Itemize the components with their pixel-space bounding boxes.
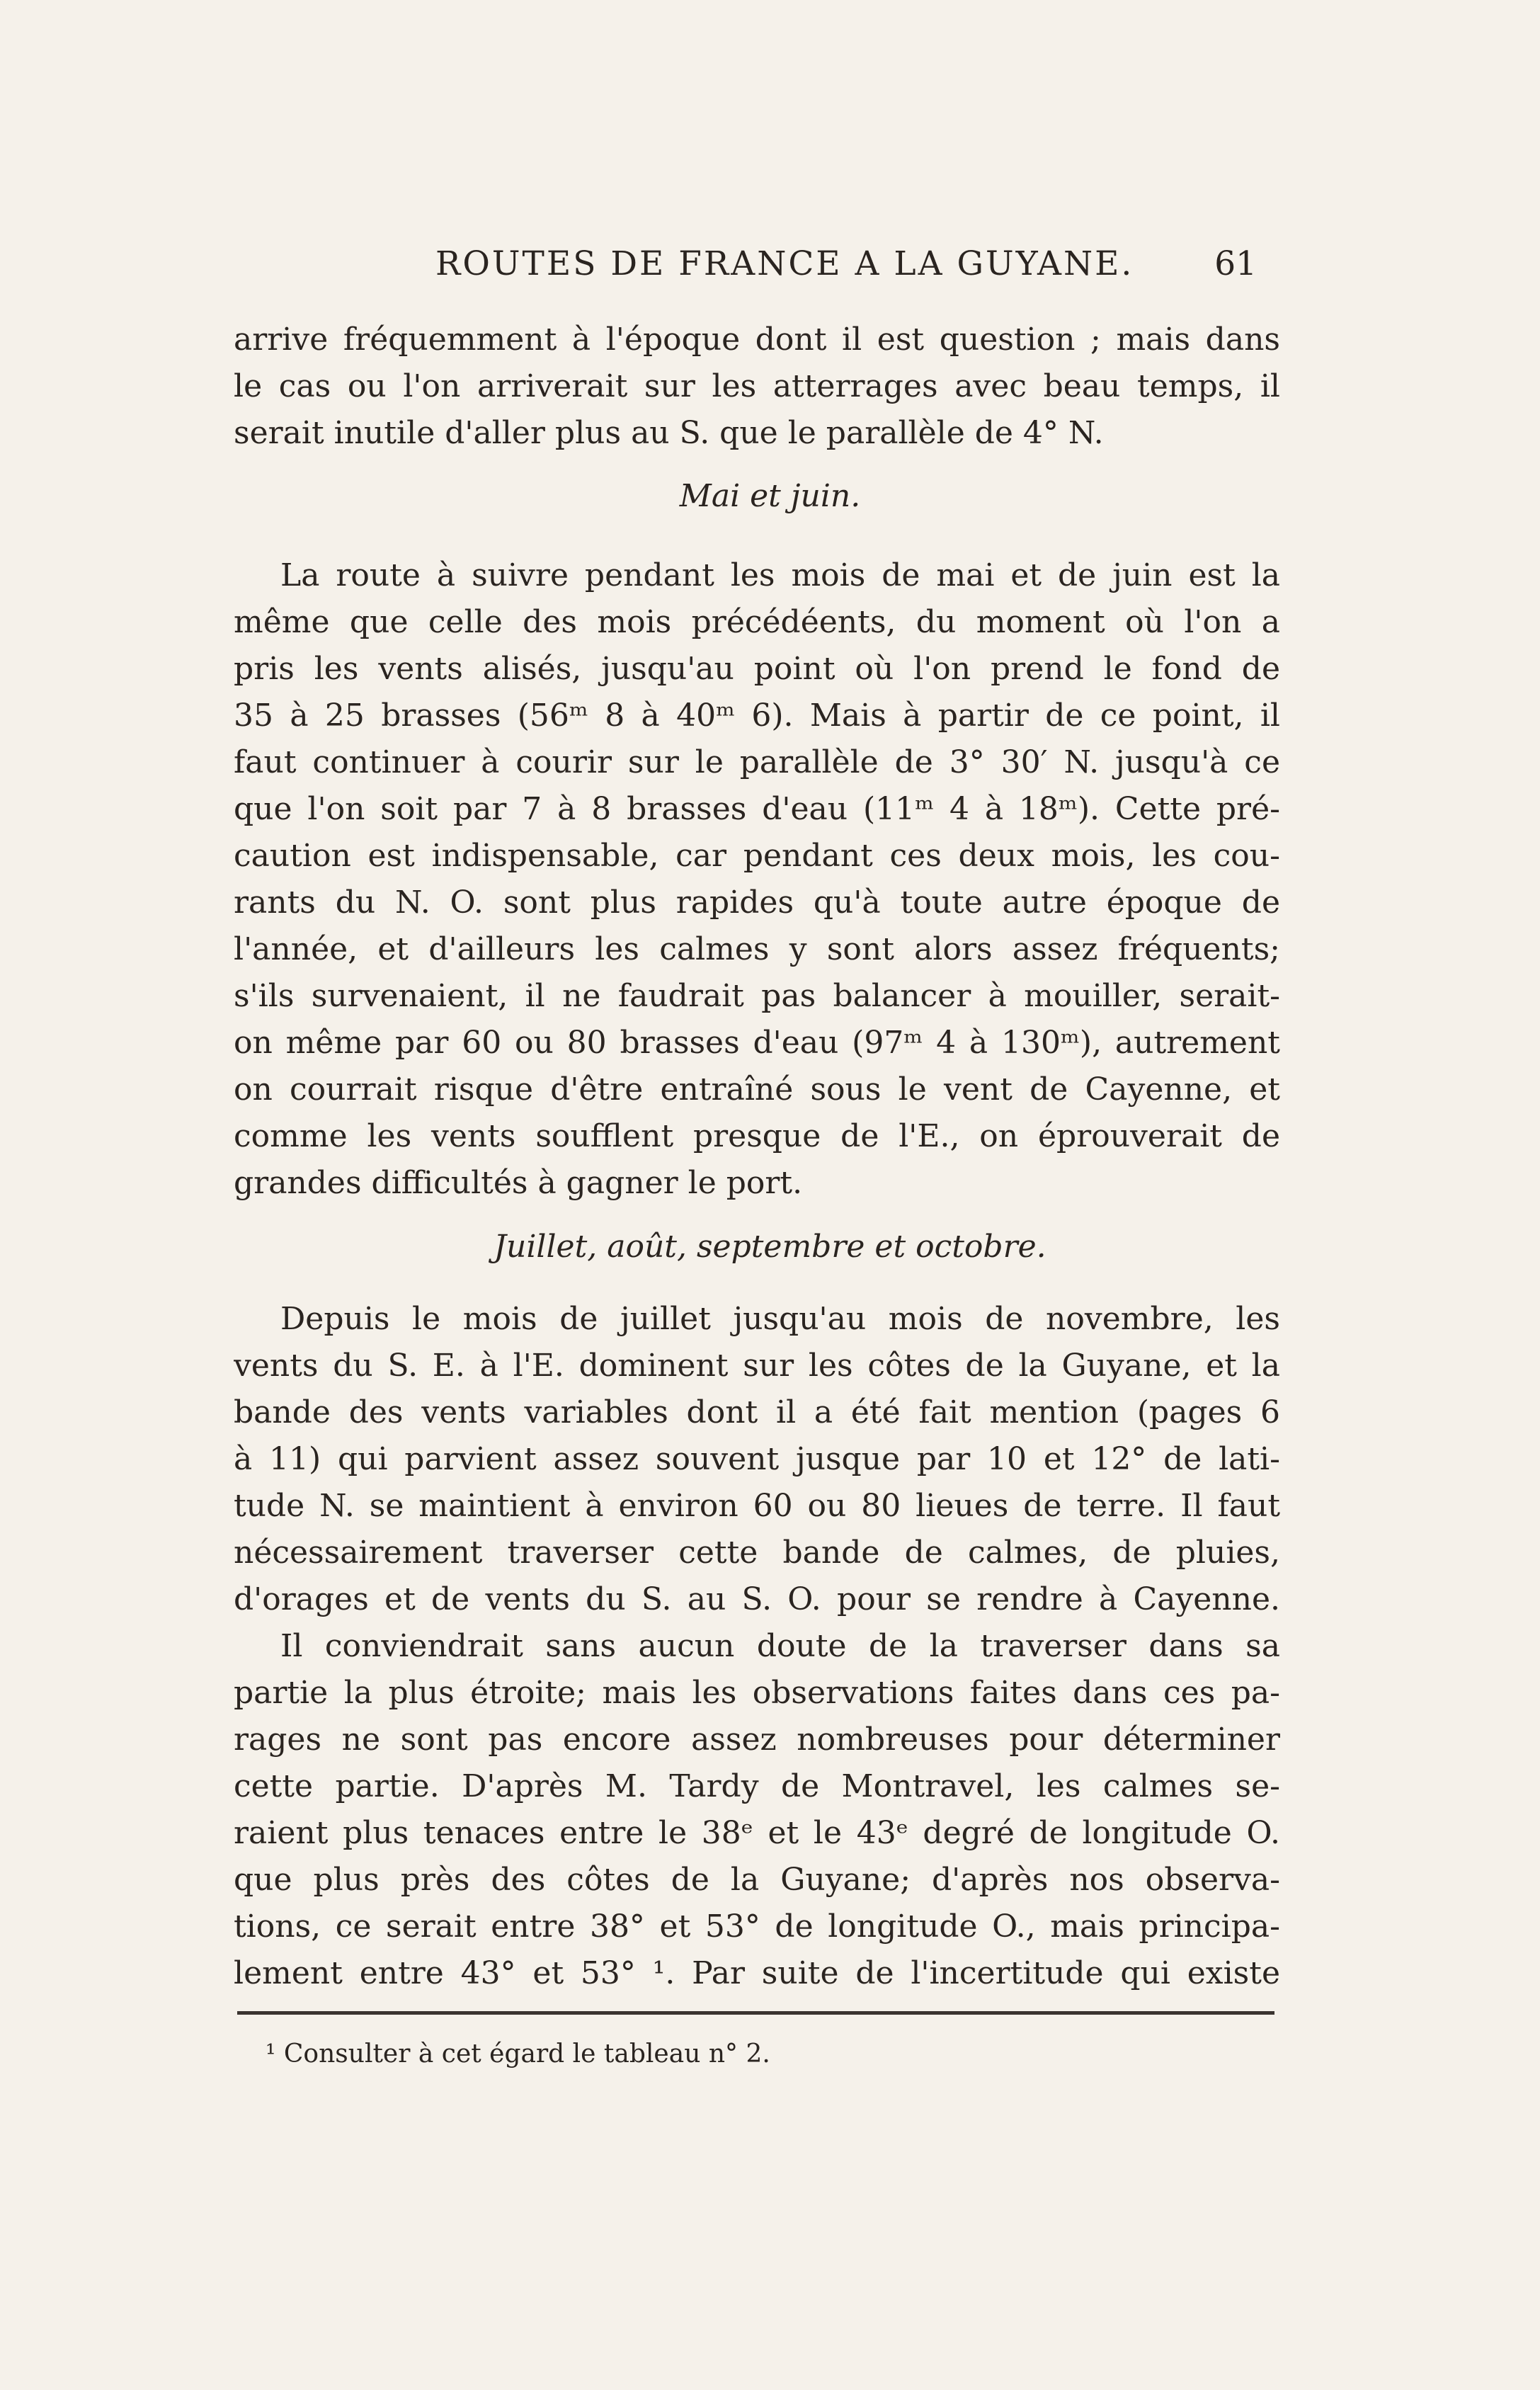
section-heading-july-october: Juillet, août, septembre et octobre. [494,1229,1046,1265]
intro-paragraph [234,317,1280,457]
text-line: 35 à 25 brasses (56ᵐ 8 à 40ᵐ 6). Mais à partir de ce point, il [234,698,1280,734]
text-line: arrive fréquemment à l'époque dont il est question ; mais dans [234,321,1280,358]
text-line: partie la plus étroite; mais les observations faites dans ces pa- [234,1675,1280,1711]
text-line: d'orages et de vents du S. au S. O. pour se rendre à Cayenne. [234,1581,1280,1617]
text-line: l'année, et d'ailleurs les calmes y sont alors assez fréquents; [234,931,1280,967]
section-heading-may-june: Mai et juin. [679,478,861,514]
text-line: tude N. se maintient à environ 60 ou 80 lieues de terre. Il faut [234,1488,1280,1524]
running-header: ROUTES DE FRANCE A LA GUYANE. [435,244,1134,283]
text-line: cette partie. D'après M. Tardy de Montravel, les calmes se- [234,1768,1280,1804]
text-line: rants du N. O. sont plus rapides qu'à toute autre époque de [234,884,1280,921]
may-june-paragraph [234,552,1280,1207]
july-october-paragraph [234,1296,1280,1997]
text-line: même que celle des mois précédéents, du moment où l'on a [234,604,1280,640]
footnote: ¹ Consulter à cet égard le tableau n° 2. [266,2039,770,2069]
text-line: Il conviendrait sans aucun doute de la traverser dans sa [280,1628,1280,1664]
page-number: 61 [1214,244,1257,283]
text-line: à 11) qui parvient assez souvent jusque par 10 et 12° de lati- [234,1441,1280,1477]
text-line: bande des vents variables dont il a été fait mention (pages 6 [234,1394,1280,1430]
text-line: comme les vents soufflent presque de l'E., on éprouverait de [234,1118,1280,1154]
text-line: lement entre 43° et 53° ¹. Par suite de l'incertitude qui existe [234,1955,1280,1991]
text-line: que plus près des côtes de la Guyane; d'après nos observa- [234,1862,1280,1898]
text-line: La route à suivre pendant les mois de mai et de juin est la [280,557,1280,593]
text-line: serait inutile d'aller plus au S. que le parallèle de 4° N. [234,415,1104,451]
text-line: faut continuer à courir sur le parallèle de 3° 30′ N. jusqu'à ce [234,744,1280,780]
text-line: rages ne sont pas encore assez nombreuses pour déterminer [234,1722,1280,1758]
text-line: vents du S. E. à l'E. dominent sur les côtes de la Guyane, et la [234,1348,1280,1384]
text-line: le cas ou l'on arriverait sur les atterrages avec beau temps, il [234,368,1280,404]
text-line: Depuis le mois de juillet jusqu'au mois de novembre, les [280,1301,1280,1337]
text-line: que l'on soit par 7 à 8 brasses d'eau (11ᵐ 4 à 18ᵐ). Cette pré- [234,791,1280,827]
text-line: raient plus tenaces entre le 38ᵉ et le 43ᵉ degré de longitude O. [234,1815,1280,1851]
text-line: on courrait risque d'être entraîné sous le vent de Cayenne, et [234,1071,1280,1108]
text-line: grandes difficultés à gagner le port. [234,1165,803,1201]
text-line: caution est indispensable, car pendant ces deux mois, les cou- [234,838,1280,874]
text-line: tions, ce serait entre 38° et 53° de longitude O., mais principa- [234,1908,1280,1945]
footnote-divider [237,2011,1274,2015]
text-line: s'ils survenaient, il ne faudrait pas balancer à mouiller, serait- [234,978,1280,1014]
text-line: pris les vents alisés, jusqu'au point où l'on prend le fond de [234,651,1280,687]
text-line: nécessairement traverser cette bande de calmes, de pluies, [234,1535,1280,1571]
text-line: on même par 60 ou 80 brasses d'eau (97ᵐ 4 à 130ᵐ), autrement [234,1025,1280,1061]
